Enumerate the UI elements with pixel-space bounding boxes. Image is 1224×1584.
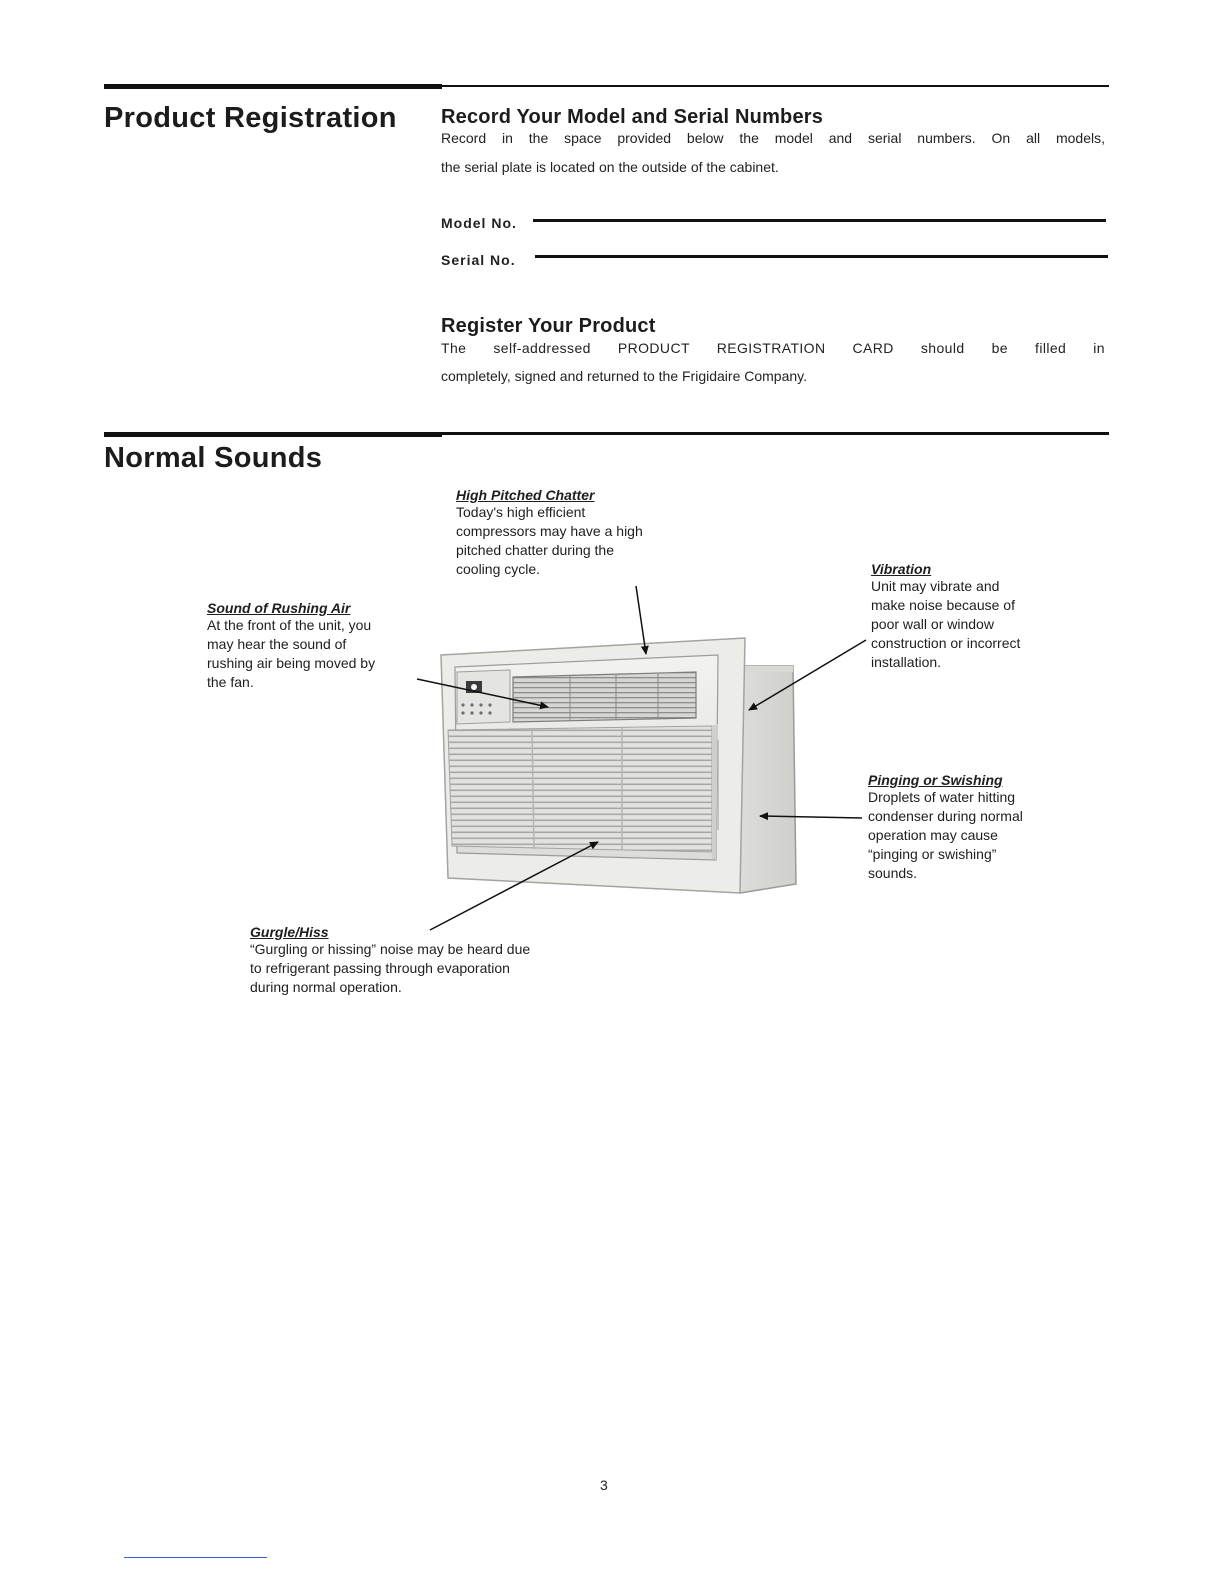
register-product-line-2: completely, signed and returned to the Frigidaire Company. <box>441 368 808 384</box>
register-product-heading: Register Your Product <box>441 315 656 337</box>
callout-line: Today's high efficient <box>456 504 586 520</box>
serial-number-label: Serial No. <box>441 252 516 268</box>
callout-line: operation may cause <box>868 827 998 843</box>
callout-line: condenser during normal <box>868 808 1023 824</box>
normal-sounds-title: Normal Sounds <box>104 442 323 474</box>
callout-line: cooling cycle. <box>456 561 541 577</box>
callout-line: Unit may vibrate and <box>871 578 1000 594</box>
callout-title: Vibration <box>871 561 932 577</box>
callout-line: “Gurgling or hissing” noise may be heard due <box>250 941 531 957</box>
record-numbers-heading: Record Your Model and Serial Numbers <box>441 106 824 128</box>
callout-line: to refrigerant passing through evaporation <box>250 960 510 976</box>
callout-title: Sound of Rushing Air <box>207 600 351 616</box>
callout-line: construction or incorrect <box>871 635 1021 651</box>
callout-line: make noise because of <box>871 597 1015 613</box>
callout-line: may hear the sound of <box>207 636 347 652</box>
callout-title: High Pitched Chatter <box>456 487 595 503</box>
callout-line: during normal operation. <box>250 979 402 995</box>
footer-link-underline <box>124 1557 267 1558</box>
callout-line: rushing air being moved by <box>207 655 376 671</box>
callout-line: installation. <box>871 654 942 670</box>
callout-line: At the front of the unit, you <box>207 617 372 633</box>
register-product-line-1: The self-addressed PRODUCT REGISTRATION CARD should be filled in <box>441 340 1105 356</box>
callout-title: Pinging or Swishing <box>868 772 1003 788</box>
callout-title: Gurgle/Hiss <box>250 924 329 940</box>
unit-front-panel <box>448 655 718 860</box>
record-numbers-line-2: the serial plate is located on the outside of the cabinet. <box>441 159 779 175</box>
callout-line: the fan. <box>207 674 254 690</box>
callout-line: sounds. <box>868 865 918 881</box>
callout-line: poor wall or window <box>871 616 994 632</box>
page-number: 3 <box>600 1477 608 1493</box>
callout-line: “pinging or swishing” <box>868 846 997 862</box>
product-registration-title: Product Registration <box>104 102 397 134</box>
model-number-label: Model No. <box>441 215 517 231</box>
callout-line: compressors may have a high <box>456 523 643 539</box>
callout-line: Droplets of water hitting <box>868 789 1016 805</box>
record-numbers-line-1: Record in the space provided below the model and serial numbers. On all models, <box>441 130 1105 146</box>
callout-line: pitched chatter during the <box>456 542 614 558</box>
